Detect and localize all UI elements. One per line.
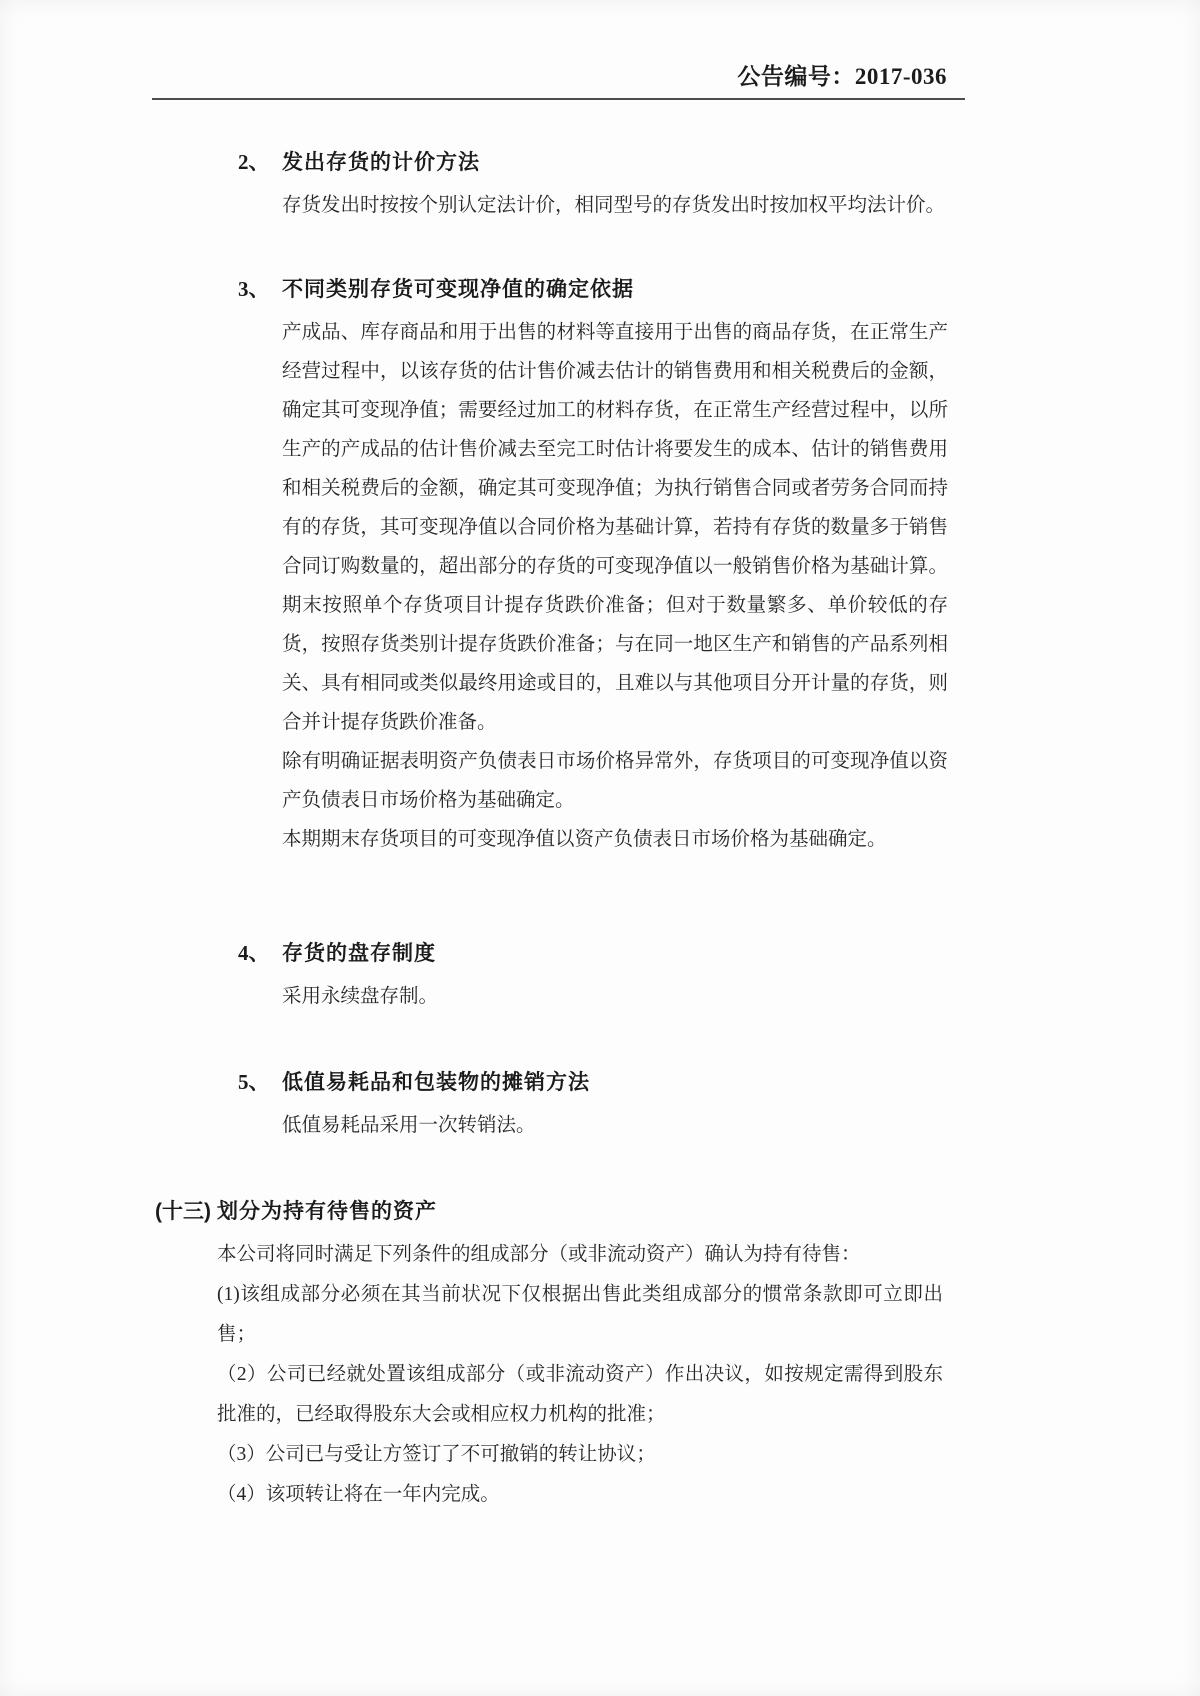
- section-3-paragraph-1: 产成品、库存商品和用于出售的材料等直接用于出售的商品存货，在正常生产经营过程中，以该存货的估计售价减去估计的销售费用和相关税费后的金额，确定其可变现净值；需要经过加工的材料存货，在正常生产经营过程中，以所生产的产成品的估计售价减去至完工时估计将要发生的成本、估计的销售费用和相关税费后的金额，确定其可变现净值；为执行销售合同或者劳务合同而持有的存货，其可变现净值以合同价格为基础计算，若持有存货的数量多于销售合同订购数量的，超出部分的存货的可变现净值以一般销售价格为基础计算。期末按照单个存货项目计提存货跌价准备；但对于数量繁多、单价较低的存货，按照存货类别计提存货跌价准备；与在同一地区生产和销售的产品系列相关、具有相同或类似最终用途或目的，且难以与其他项目分开计量的存货，则合并计提存货跌价准备。: [282, 322, 948, 733]
- section-3-number: 3、: [238, 277, 270, 301]
- section-5-body: [282, 1066, 965, 1145]
- section-3-paragraph-2: 除有明确证据表明资产负债表日市场价格异常外，存货项目的可变现净值以资产负债表日市场价格为基础确定。: [282, 751, 948, 811]
- section-13-title: 划分为持有待售的资产: [217, 1200, 437, 1223]
- section-2-inventory-issue-valuation: [238, 146, 965, 225]
- section-4-paragraph: 采用永续盘存制。: [282, 986, 439, 1007]
- section-13-condition-2: （2）公司已经就处置该组成部分（或非流动资产）作出决议，如按规定需得到股东批准的，已经取得股东大会或相应权力机构的批准；: [217, 1364, 943, 1425]
- section-4-body: [282, 937, 965, 1016]
- section-13-number: (十三): [155, 1200, 211, 1223]
- section-3-paragraph-3: 本期期末存货项目的可变现净值以资产负债表日市场价格为基础确定。: [282, 829, 887, 850]
- section-2-title: 发出存货的计价方法: [282, 151, 480, 174]
- section-13-condition-4: （4）该项转让将在一年内完成。: [217, 1484, 500, 1505]
- section-5-number: 5、: [238, 1070, 270, 1094]
- section-4-inventory-system: [238, 937, 965, 1016]
- section-13-intro: 本公司将同时满足下列条件的组成部分（或非流动资产）确认为持有待售：: [217, 1244, 861, 1265]
- announcement-number: 公告编号：2017-036: [737, 64, 947, 89]
- header-divider: [152, 98, 965, 100]
- section-3-net-realizable-value: [238, 273, 965, 859]
- section-2-body: [282, 146, 965, 225]
- section-5-low-value-consumables: [238, 1066, 965, 1145]
- section-5-title: 低值易耗品和包装物的摊销方法: [282, 1071, 590, 1094]
- section-3-title: 不同类别存货可变现净值的确定依据: [282, 278, 634, 301]
- section-3-body: [282, 273, 965, 859]
- section-2-number: 2、: [238, 150, 270, 174]
- section-13-condition-3: （3）公司已与受让方签订了不可撤销的转让协议；: [217, 1444, 656, 1465]
- section-13-held-for-sale-assets: [155, 1195, 965, 1515]
- section-13-condition-1: (1)该组成部分必须在其当前状况下仅根据出售此类组成部分的惯常条款即可立即出售；: [217, 1284, 943, 1345]
- section-4-number: 4、: [238, 941, 270, 965]
- section-2-paragraph: 存货发出时按按个别认定法计价，相同型号的存货发出时按加权平均法计价。: [282, 195, 946, 216]
- section-4-title: 存货的盘存制度: [282, 942, 436, 965]
- section-13-body: [217, 1195, 965, 1515]
- section-13-paragraphs: [217, 1235, 965, 1515]
- section-5-paragraph: 低值易耗品采用一次转销法。: [282, 1115, 536, 1136]
